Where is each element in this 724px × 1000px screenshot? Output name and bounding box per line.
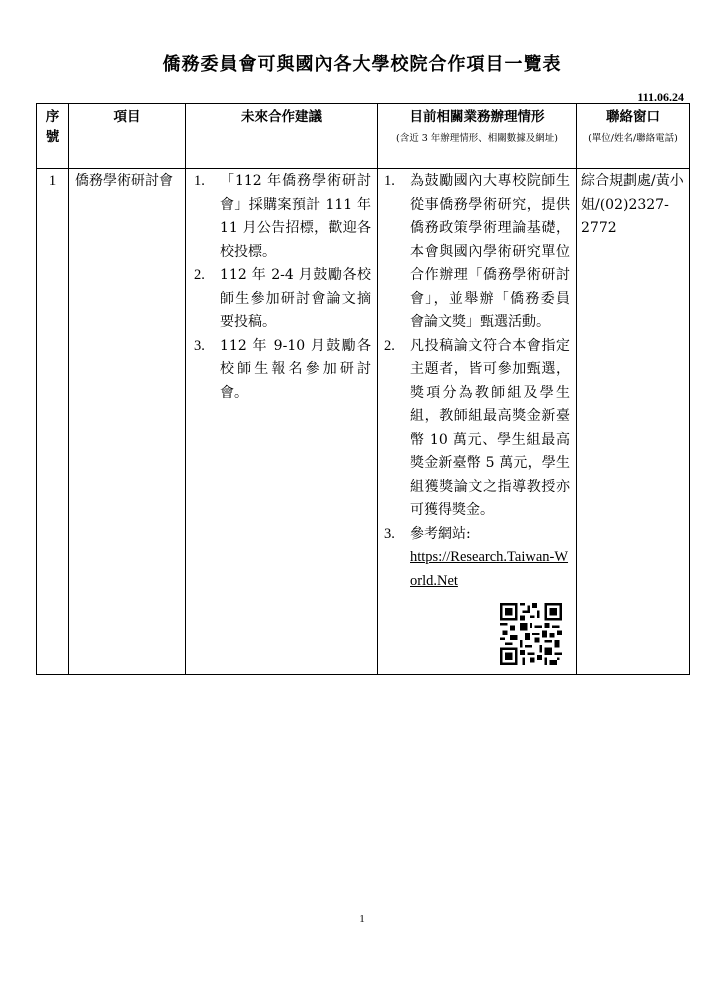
reference-website-link[interactable]: https://Research.Taiwan-World.Net [410,549,569,589]
reference-label: 參考網站: [410,525,471,542]
cooperation-table [36,103,690,675]
header-status [378,104,577,169]
header-contact [577,104,690,169]
future-item-2: 2. 112 年 2-4 月鼓勵各校師生參加研討會論文摘要投稿。 [194,267,371,330]
future-item-1: 1. 「112 年僑務學術研討會」採購案預計 111 年 11 月公告招標，歡迎各校投標。 [194,173,371,260]
page-number: 1 [359,913,365,925]
document-title: 僑務委員會可與國內各大學校院合作項目一覽表 [162,54,562,75]
status-item-1: 1. 為鼓勵國內大專校院師生從事僑務學術研究，提供僑務政策學術理論基礎，本會與國內學術研究單位合作辦理「僑務學術研討會」，並舉辦「僑務委員會論文獎」甄選活動。 [384,173,570,330]
header-seq: 序號 [37,104,69,169]
table-row [37,169,690,675]
header-item: 項目 [69,104,186,169]
status-item-2: 2. 凡投稿論文符合本會指定主題者，皆可參加甄選，獎項分為教師組及學生組，教師組最高獎金新臺幣 10 萬元、學生組最高獎金新臺幣 5 萬元，學生組獲獎論文之指導教授亦可獲得獎金。 [384,337,570,518]
status-item-3: 3. 參考網站: https://Research.Taiwan-World.Net [384,523,570,594]
row-contact: 綜合規劃處/黃小姐/(02)2327-2772 [577,169,690,675]
document-date: 111.06.24 [637,90,684,104]
table-header-row [37,104,690,169]
header-status-label: 目前相關業務辦理情形 [409,109,545,125]
qr-code-icon [500,603,562,665]
row-status [378,169,577,675]
header-contact-note: (單位/姓名/聯絡電話) [588,133,678,144]
row-future [186,169,378,675]
header-status-note: (含近 3 年辦理情形、相關數據及網址) [396,133,558,144]
header-future: 未來合作建議 [186,104,378,169]
future-item-3: 3. 112 年 9-10 月鼓勵各校師生報名參加研討會。 [194,337,371,401]
header-contact-label: 聯絡窗口 [606,109,660,125]
row-seq: 1 [37,169,69,675]
status-list [384,170,570,593]
future-list [194,170,371,405]
row-item: 僑務學術研討會 [69,169,186,675]
